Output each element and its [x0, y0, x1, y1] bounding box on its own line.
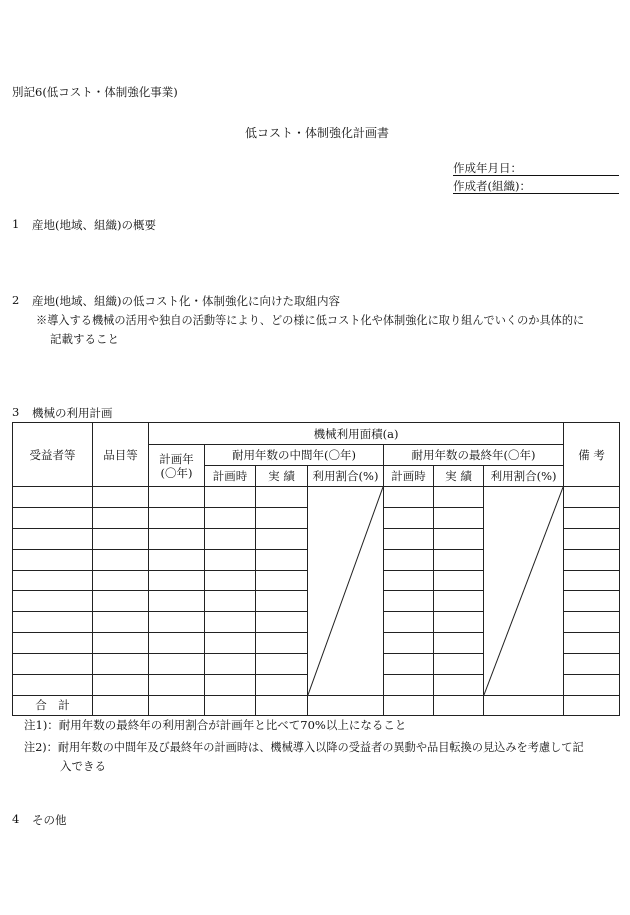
cell-mid-actual[interactable] — [256, 570, 308, 591]
cell-final-plan[interactable] — [384, 528, 434, 549]
cell-mid-plan[interactable] — [205, 507, 256, 528]
cell-final-actual[interactable] — [434, 528, 484, 549]
annex-label: 別記6(低コスト・体制強化事業) — [12, 85, 178, 99]
date-field-line[interactable] — [453, 160, 619, 176]
cell-item[interactable] — [93, 549, 149, 570]
cell-beneficiary[interactable] — [13, 654, 93, 675]
section-2-instruction: ※導入する機械の活用や独自の活動等により、どの様に低コスト化や体制強化に取り組んでいくのか具体的に — [36, 314, 585, 327]
total-final-ratio[interactable] — [484, 695, 564, 715]
cell-item[interactable] — [93, 633, 149, 654]
section-1-number: 1 — [12, 217, 20, 231]
cell-plan-year[interactable] — [149, 612, 205, 633]
cell-mid-plan[interactable] — [205, 549, 256, 570]
cell-plan-year[interactable] — [149, 654, 205, 675]
header-remarks: 備 考 — [564, 423, 620, 487]
cell-item[interactable] — [93, 654, 149, 675]
cell-mid-plan[interactable] — [205, 633, 256, 654]
cell-final-plan[interactable] — [384, 507, 434, 528]
cell-plan-year[interactable] — [149, 591, 205, 612]
cell-mid-actual[interactable] — [256, 528, 308, 549]
cell-beneficiary[interactable] — [13, 612, 93, 633]
cell-final-actual[interactable] — [434, 675, 484, 696]
cell-item[interactable] — [93, 675, 149, 696]
header-plan-year — [149, 445, 205, 487]
cell-item[interactable] — [93, 528, 149, 549]
section-2-instruction-cont: 記載すること — [50, 332, 119, 346]
cell-mid-plan[interactable] — [205, 528, 256, 549]
cell-mid-plan[interactable] — [205, 654, 256, 675]
cell-remarks[interactable] — [564, 633, 620, 654]
section-3-number: 3 — [12, 405, 20, 419]
author-field-label: 作成者(組織)： — [453, 179, 531, 193]
cell-mid-actual[interactable] — [256, 487, 308, 508]
page-title: 低コスト・体制強化計画書 — [245, 126, 390, 140]
cell-mid-actual[interactable] — [256, 507, 308, 528]
cell-item[interactable] — [93, 612, 149, 633]
cell-mid-plan[interactable] — [205, 487, 256, 508]
mid-ratio-slash-cell — [308, 487, 384, 696]
header-mid-actual: 実 績 — [256, 466, 308, 487]
section-1-title: 産地(地域、組織)の概要 — [32, 218, 156, 232]
cell-final-plan[interactable] — [384, 675, 434, 696]
header-final-year-group: 耐用年数の最終年(〇年) — [384, 445, 564, 466]
cell-final-actual[interactable] — [434, 507, 484, 528]
cell-beneficiary[interactable] — [13, 570, 93, 591]
header-final-ratio: 利用割合(%) — [484, 466, 564, 487]
total-remarks[interactable] — [564, 695, 620, 715]
cell-remarks[interactable] — [564, 487, 620, 508]
cell-final-plan[interactable] — [384, 591, 434, 612]
cell-mid-actual[interactable] — [256, 675, 308, 696]
total-mid-ratio[interactable] — [308, 695, 384, 715]
cell-remarks[interactable] — [564, 507, 620, 528]
cell-plan-year[interactable] — [149, 549, 205, 570]
cell-plan-year[interactable] — [149, 487, 205, 508]
cell-plan-year[interactable] — [149, 507, 205, 528]
cell-plan-year[interactable] — [149, 528, 205, 549]
cell-final-actual[interactable] — [434, 549, 484, 570]
cell-final-plan[interactable] — [384, 549, 434, 570]
header-mid-plan: 計画時 — [205, 466, 256, 487]
cell-final-plan[interactable] — [384, 633, 434, 654]
note-2: 注2)：耐用年数の中間年及び最終年の計画時は、機械導入以降の受益者の異動や品目転換の見込みを考慮して記 — [24, 741, 584, 754]
table-row — [13, 487, 620, 508]
cell-mid-actual[interactable] — [256, 591, 308, 612]
cell-final-plan[interactable] — [384, 654, 434, 675]
cell-item[interactable] — [93, 591, 149, 612]
cell-final-actual[interactable] — [434, 633, 484, 654]
cell-item[interactable] — [93, 487, 149, 508]
cell-remarks[interactable] — [564, 570, 620, 591]
total-item[interactable] — [93, 695, 149, 715]
cell-item[interactable] — [93, 507, 149, 528]
header-final-actual: 実 績 — [434, 466, 484, 487]
total-mid-actual[interactable] — [256, 695, 308, 715]
section-2-title: 産地(地域、組織)の低コスト化・体制強化に向けた取組内容 — [32, 294, 340, 308]
section-4-title: その他 — [32, 813, 67, 827]
cell-final-actual[interactable] — [434, 487, 484, 508]
cell-final-actual[interactable] — [434, 591, 484, 612]
cell-remarks[interactable] — [564, 528, 620, 549]
date-field-label: 作成年月日： — [453, 161, 522, 175]
cell-beneficiary[interactable] — [13, 549, 93, 570]
diagonal-slash-icon — [308, 487, 383, 695]
final-ratio-slash-cell — [484, 487, 564, 696]
total-label: 合 計 — [13, 695, 93, 715]
cell-item[interactable] — [93, 570, 149, 591]
cell-remarks[interactable] — [564, 675, 620, 696]
cell-final-plan[interactable] — [384, 570, 434, 591]
header-mid-ratio: 利用割合(%) — [308, 466, 384, 487]
header-plan-year-sub: (〇年) — [160, 465, 193, 480]
cell-beneficiary[interactable] — [13, 675, 93, 696]
cell-final-plan[interactable] — [384, 612, 434, 633]
total-final-plan[interactable] — [384, 695, 434, 715]
cell-plan-year[interactable] — [149, 633, 205, 654]
header-plan-year-label: 計画年 — [159, 451, 194, 466]
cell-plan-year[interactable] — [149, 570, 205, 591]
section-3-title: 機械の利用計画 — [32, 406, 113, 420]
cell-mid-actual[interactable] — [256, 633, 308, 654]
total-row — [13, 695, 620, 715]
header-beneficiary: 受益者等 — [13, 423, 93, 487]
cell-beneficiary[interactable] — [13, 633, 93, 654]
cell-final-actual[interactable] — [434, 612, 484, 633]
header-item: 品目等 — [93, 423, 149, 487]
cell-remarks[interactable] — [564, 549, 620, 570]
cell-final-plan[interactable] — [384, 487, 434, 508]
cell-remarks[interactable] — [564, 612, 620, 633]
author-field-line[interactable] — [453, 178, 619, 194]
cell-beneficiary[interactable] — [13, 487, 93, 508]
diagonal-slash-icon — [484, 487, 563, 695]
machine-usage-table — [12, 422, 620, 716]
section-2-number: 2 — [12, 293, 20, 307]
note-1: 注1)：耐用年数の最終年の利用割合が計画年と比べて70%以上になること — [24, 718, 407, 732]
note-2-cont: 入できる — [60, 759, 106, 773]
cell-final-actual[interactable] — [434, 570, 484, 591]
cell-mid-plan[interactable] — [205, 675, 256, 696]
cell-mid-actual[interactable] — [256, 549, 308, 570]
header-final-plan: 計画時 — [384, 466, 434, 487]
total-plan-year[interactable] — [149, 695, 205, 715]
total-final-actual[interactable] — [434, 695, 484, 715]
cell-beneficiary[interactable] — [13, 507, 93, 528]
header-mid-year-group: 耐用年数の中間年(〇年) — [205, 445, 384, 466]
cell-mid-plan[interactable] — [205, 612, 256, 633]
cell-beneficiary[interactable] — [13, 528, 93, 549]
cell-remarks[interactable] — [564, 591, 620, 612]
cell-mid-actual[interactable] — [256, 654, 308, 675]
cell-beneficiary[interactable] — [13, 591, 93, 612]
cell-mid-actual[interactable] — [256, 612, 308, 633]
cell-mid-plan[interactable] — [205, 591, 256, 612]
cell-final-actual[interactable] — [434, 654, 484, 675]
cell-remarks[interactable] — [564, 654, 620, 675]
header-area-group: 機械利用面積(a) — [149, 423, 564, 445]
cell-plan-year[interactable] — [149, 675, 205, 696]
cell-mid-plan[interactable] — [205, 570, 256, 591]
total-mid-plan[interactable] — [205, 695, 256, 715]
section-4-number: 4 — [12, 812, 20, 826]
